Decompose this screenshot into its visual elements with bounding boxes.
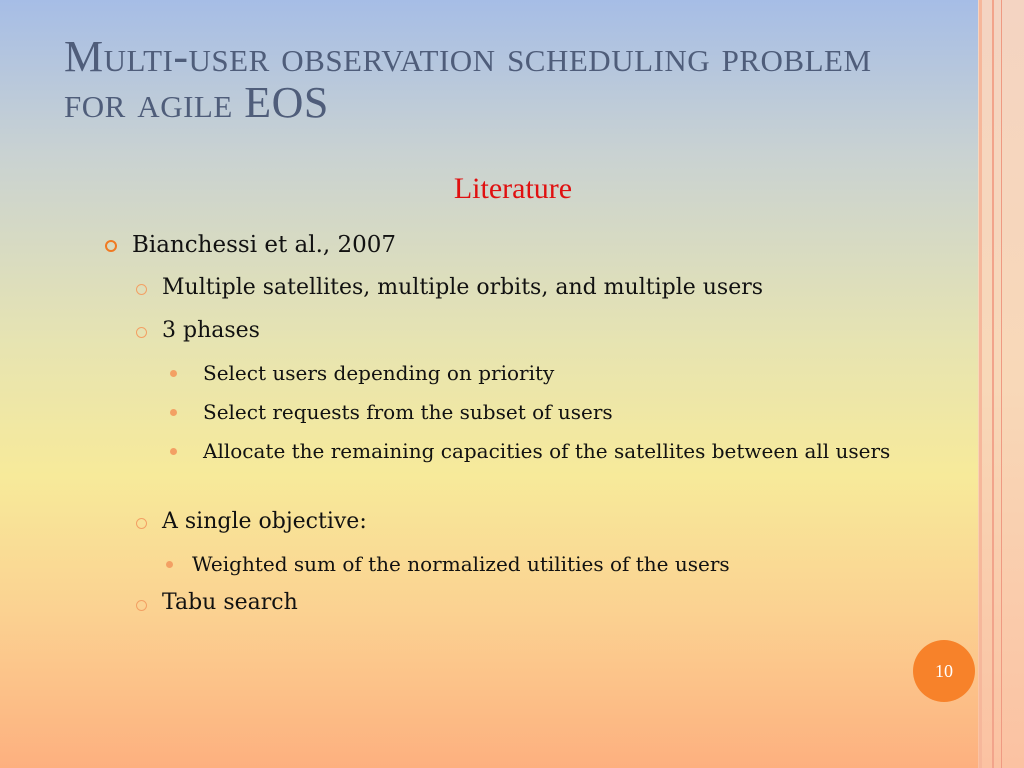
dot-bullet-icon	[170, 448, 177, 455]
bullet-item-level3: Select requests from the subset of users	[203, 400, 613, 424]
bullet-item-level2: A single objective:	[162, 509, 367, 534]
slide-title: Multi-user observation scheduling problem for agile EOS	[64, 32, 872, 127]
page-number-badge: 10	[913, 640, 975, 702]
bullet-item-level2: Tabu search	[162, 590, 298, 615]
bullet-item-level3: Weighted sum of the normalized utilities of the users	[192, 552, 730, 576]
dot-bullet-icon	[166, 561, 173, 568]
decorative-line	[979, 0, 982, 768]
dot-bullet-icon	[170, 370, 177, 377]
small-ring-bullet-icon	[136, 600, 147, 611]
bullet-item-level3: Select users depending on priority	[203, 361, 555, 385]
decorative-line	[1001, 0, 1002, 768]
ring-bullet-icon	[105, 240, 117, 252]
dot-bullet-icon	[170, 409, 177, 416]
bullet-item-level3: Allocate the remaining capacities of the satellites between all users	[203, 439, 891, 463]
bullet-item-level2: Multiple satellites, multiple orbits, and multiple users	[162, 275, 764, 300]
small-ring-bullet-icon	[136, 284, 147, 295]
bullet-item-level1: Bianchessi et al., 2007	[132, 232, 397, 258]
small-ring-bullet-icon	[136, 327, 147, 338]
bullet-item-level2: 3 phases	[162, 318, 260, 343]
small-ring-bullet-icon	[136, 518, 147, 529]
decorative-line	[992, 0, 994, 768]
slide-subheading: Literature	[453, 172, 573, 205]
